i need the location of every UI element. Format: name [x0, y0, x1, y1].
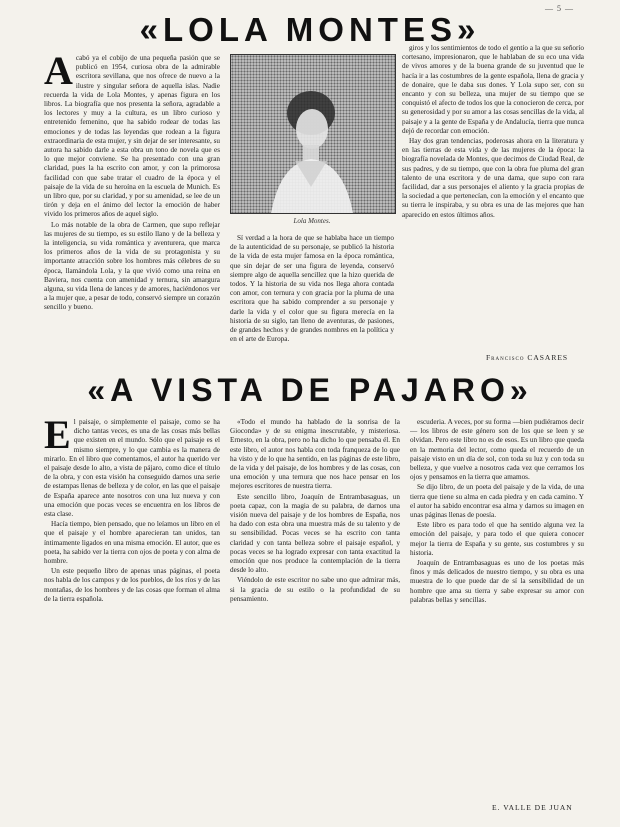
article1-paragraph: giros y los sentimientos de todo el gentío a la que su señorío cortesano, impresionaron, que le hablaban de su eco una vida de vivos amores y de la buena grande de su juventud que le hacía ir a las costumbres de la gente española, llena de gracia y de donaire, que le daba sus dones. Y Lola supo ser, con su encanto y con su belleza, una mujer de su tiempo que se conquistó el afecto de todos los que la conocieron de cerca, por su generosidad y por su amor a las cosas sencillas de la vida, al paisaje y a la gente de España y de Andalucía, tierra que nunca dejó de recordar con emoción. [402, 44, 584, 135]
article2-column-left [44, 418, 220, 814]
photo-caption: Lola Montes. [293, 217, 331, 225]
article2-column-right [410, 418, 584, 796]
article2-paragraph: Se dijo libro, de un poeta del paisaje y de la vida, de una tierra que tiene su alma en cada piedra y en cada camino. Y el autor ha sabido encontrar esa alma y darnos su imagen en unas páginas llenas de poesía. [410, 483, 584, 520]
article1-paragraph: Acabó ya el cobijo de una pequeña pasión que se publicó en 1954, curiosa obra de la admirable escritora sevillana, que nos ofrece de nuevo a la ilustre y singular señora de aquella islas. Nadie recuerda la vida de Lola Montes, y apenas figura en los libros. La biografía que nos presenta la señora, agradable a los lectores y muy a la cultura, es un libro curioso y entretenido femenino, que ha sabido rodear de todas las emociones y de todas las leyendas que rodean a la figura extraordinaria de esta mujer, y sin dejar de ser interesante, su autora ha sabido darle a esta obra un tono de novela que es lo que mejor conviene. Se ha presentado con una gran claridad, pues la ha escrito con amor, y con la primorosa facilidad con que sabe tratar el cuadro de la época y el paisaje de la vida de su heroína en la escuela de Munich. Es un libro que, por su claridad, y por su amenidad, se lee de un tirón y deja en el ánimo del lector la emoción de haber vivido los primeros años de aquel siglo. [44, 54, 220, 219]
article2-paragraph: El paisaje, o simplemente el paisaje, como se ha dicho tantas veces, es una de las cosas más bellas que existen en el mundo. Sólo que el paisaje es el mismo siempre, y lo que cambia es la manera de mirarlo. En el libro que comentamos, el autor ha querido ver el paisaje desde lo alto, a vista de pájaro, como dice el título de la obra, y con esta visión ha conseguido darnos una serie de estampas llenas de belleza y de color, en las que el paisaje de España aparece ante nosotros con una luz nueva y con una emoción que pocas veces se encuentra en los libros de esta clase. [44, 418, 220, 519]
page-number: — 5 — [545, 4, 574, 13]
article1-column-right [402, 44, 584, 350]
article2-paragraph: Este libro es para todo el que ha sentido alguna vez la emoción del paisaje, y para todo el que quiera conocer mejor la tierra de España y su gente, sus costumbres y su historia. [410, 521, 584, 557]
article1-signature: Francisco CASARES [486, 353, 569, 362]
dropcap: E [44, 418, 71, 457]
article1-paragraph: Sí verdad a la hora de que se hablaba hace un tiempo de la autenticidad de su personaje, se publicó la historia de la vida de esta mujer famosa en la época romántica, que sin dejar de ser una figura de leyenda, conservó siempre algo de aquella sencillez que la hizo querida de todos. Y la historia de su vida nos llega ahora contada con amor, con ternura y con gracia por la pluma de una escritora que ha sabido comprender a su personaje y darle la vida y el color que su figura merecía en la historia de su siglo, tan lleno de aventuras, de pasiones, de grandes hechos y de grandes nombres en la política y en el arte de Europa. [230, 234, 394, 344]
dropcap: A [44, 54, 73, 93]
article2-paragraph: «Todo el mundo ha hablado de la sonrisa de la Gioconda» y de su enigma inescrutable, y misteriosa. Ernesto, en la obra, pero no ha dicho lo que pensaba él. En este libro, el autor nos habla con toda franqueza de lo que ha visto y de lo que ha sentido, en las páginas de este libro, de la vida y del paisaje, de los hombres y de las cosas, con una emoción y una ternura que nos hace pensar en los mejores escritores de nuestra tierra. [230, 418, 400, 491]
article2-paragraph: Este sencillo libro, Joaquín de Entrambasaguas, un poeta capaz, con la magia de su palabra, de darnos una visión nueva del paisaje y de los hombres de España, nos ha dado con esta obra una muestra más de su talento y de su sensibilidad. Pocas veces se ha escrito con tanta claridad y con tanta belleza sobre el paisaje español, y pocas veces se ha logrado expresar con tanta exactitud la emoción que nos produce la contemplación de la tierra desde lo alto. [230, 492, 400, 575]
article1-column-left [44, 54, 220, 350]
article2-paragraph: Un este pequeño libro de apenas unas páginas, el poeta nos habla de los campos y de los pueblos, de los ríos y de las montañas, de los hombres y de las cosas que forman el alma de la tierra española. [44, 567, 220, 603]
article2-paragraph: Viéndolo de este escritor no sabe uno que admirar más, si la gracia de su estilo o la profundidad de su pensamiento. [230, 576, 400, 603]
article1-paragraph: Hay dos gran tendencias, poderosas ahora en la literatura y en las tierras de esta vida y de las mujeres de la época: la biografía novelada de Montes, que decimos de Ciudad Real, de sus padres, y de su tiempo, que con la obra fue pluma del gran talento de una escritora y de una dama, que supo con rara facilidad, dar a sus personajes el aliento y la gracia propias de la sociedad a que pertenecían, con la emoción y el encanto que su tierra le inspiraba, y su obra es una de las mejores que han aparecido en estos últimos años. [402, 137, 584, 219]
article1-column-center [230, 234, 394, 350]
article2-paragraph: Joaquín de Entrambasaguas es uno de los poetas más finos y más delicados de nuestro tiempo, y su obra es una muestra de lo que puede dar de sí la sensibilidad de un hombre que ama su tierra y sabe expresar su amor con palabras bellas y sencillas. [410, 559, 584, 604]
article2-signature: E. VALLE DE JUAN [492, 803, 573, 812]
article2-paragraph: escuderia. A veces, por su forma —bien pudiéramos decir— los libros de este género son de los que se leen y se olvidan. Pero este libro no es de esos. Es un libro que queda en la memoria del lector, como queda el recuerdo de un paisaje visto en un día de sol, con toda su luz y con toda su belleza, y que vuelve a nosotros cada vez que cerramos los ojos y pensamos en la tierra que amamos. [410, 418, 584, 482]
portrait-photo [230, 54, 396, 214]
portrait-illustration [231, 55, 395, 213]
article-title-lola-montes: «LOLA MONTES» [139, 11, 481, 48]
article-title-a-vista-de-pajaro: «A VISTA DE PAJARO» [87, 372, 533, 408]
article2-column-center [230, 418, 400, 814]
article2-paragraph: Hacía tiempo, bien pensado, que no leíamos un libro en el que el paisaje y el hombre aparecieran tan unidos, tan íntimamente ligados en una misma emoción. El autor, que es poeta, ha sabido ver la tierra con ojos de poeta y con alma de hombre. [44, 520, 220, 566]
article1-paragraph: Lo más notable de la obra de Carmen, que supo reflejar las mujeres de su tiempo, es su estilo llano y de la belleza y la inteligencia, su vida romántica y aventurera, que marca los primeros años de la vida de su protagonista y su importante atracción sobre los hombres más célebres de su época, llamándola Lola, y la que vivió como una reina en Baviera, nos cuenta con amenidad y ternura, sin amargura alguna, su vida llena de lances y de amores, haciéndonos ver a la mujer que, a pesar de todo, conservó siempre un corazón sencillo y bueno. [44, 220, 220, 312]
